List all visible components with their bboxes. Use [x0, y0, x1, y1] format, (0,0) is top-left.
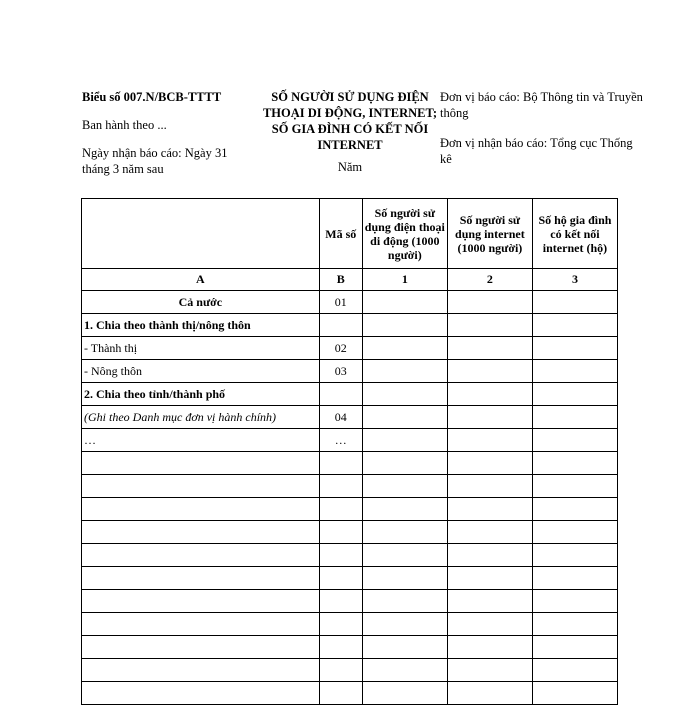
letter-a: A: [82, 269, 320, 291]
cell: [532, 291, 617, 314]
cell: [532, 406, 617, 429]
cell: [447, 544, 532, 567]
row-label: 2. Chia theo tỉnh/thành phố: [82, 383, 320, 406]
cell: [362, 636, 447, 659]
cell: [532, 590, 617, 613]
cell: [362, 590, 447, 613]
cell: [447, 636, 532, 659]
cell: [532, 337, 617, 360]
cell: [447, 567, 532, 590]
empty-row: [82, 567, 618, 590]
cell: [362, 360, 447, 383]
blank-rows: [82, 452, 618, 705]
header-col-a: [82, 199, 320, 269]
cell: [532, 452, 617, 475]
cell: [319, 659, 362, 682]
cell: [362, 544, 447, 567]
cell: [362, 613, 447, 636]
cell: [532, 521, 617, 544]
header-code: Mã số: [319, 199, 362, 269]
cell: [82, 452, 320, 475]
report-title: SỐ NGƯỜI SỬ DỤNG ĐIỆN THOẠI DI ĐỘNG, INTERNET; SỐ GIA ĐÌNH CÓ KẾT NỐI INTERNET: [262, 90, 438, 152]
row-label: …: [82, 429, 320, 452]
receive-date: Ngày nhận báo cáo: Ngày 31 tháng 3 năm sau: [82, 146, 228, 176]
reporting-unit: Đơn vị báo cáo: Bộ Thông tin và Truyền thông: [440, 90, 643, 120]
cell: [447, 406, 532, 429]
form-code: Biểu số 007.N/BCB-TTTT: [82, 90, 222, 104]
header-right: [440, 89, 645, 167]
header-row: [82, 199, 618, 269]
column-letters-row: [82, 269, 618, 291]
cell: [532, 613, 617, 636]
empty-row: [82, 452, 618, 475]
table-row: [82, 360, 618, 383]
cell: [319, 682, 362, 705]
empty-row: [82, 659, 618, 682]
row-label: (Ghi theo Danh mục đơn vị hành chính): [82, 406, 320, 429]
cell: [82, 682, 320, 705]
row-code: [319, 314, 362, 337]
cell: [447, 590, 532, 613]
cell: [362, 659, 447, 682]
empty-row: [82, 613, 618, 636]
row-code: 04: [319, 406, 362, 429]
header-center: [260, 89, 440, 175]
cell: [82, 521, 320, 544]
cell: [532, 659, 617, 682]
row-code: 03: [319, 360, 362, 383]
table-row: [82, 383, 618, 406]
row-code: [319, 383, 362, 406]
empty-row: [82, 475, 618, 498]
row-label: - Nông thôn: [82, 360, 320, 383]
cell: [362, 406, 447, 429]
cell: [532, 314, 617, 337]
cell: [362, 521, 447, 544]
cell: [447, 314, 532, 337]
empty-row: [82, 521, 618, 544]
empty-row: [82, 636, 618, 659]
cell: [319, 475, 362, 498]
cell: [362, 337, 447, 360]
cell: [447, 452, 532, 475]
cell: [82, 567, 320, 590]
cell: [532, 682, 617, 705]
letter-2: 2: [447, 269, 532, 291]
cell: [319, 636, 362, 659]
cell: [319, 498, 362, 521]
cell: [319, 613, 362, 636]
letter-3: 3: [532, 269, 617, 291]
empty-row: [82, 590, 618, 613]
table-row: [82, 429, 618, 452]
row-label: - Thành thị: [82, 337, 320, 360]
empty-row: [82, 544, 618, 567]
cell: [532, 383, 617, 406]
row-code: …: [319, 429, 362, 452]
cell: [447, 613, 532, 636]
report-table: [81, 198, 618, 705]
cell: [447, 337, 532, 360]
cell: [82, 590, 320, 613]
header-left: [82, 89, 257, 177]
cell: [319, 567, 362, 590]
row-label: Cả nước: [82, 291, 320, 314]
cell: [447, 475, 532, 498]
cell: [362, 314, 447, 337]
cell: [532, 360, 617, 383]
cell: [447, 521, 532, 544]
cell: [447, 498, 532, 521]
cell: [319, 521, 362, 544]
receiving-unit: Đơn vị nhận báo cáo: Tổng cục Thống kê: [440, 136, 633, 166]
table-row: [82, 406, 618, 429]
cell: [532, 544, 617, 567]
cell: [447, 291, 532, 314]
cell: [362, 452, 447, 475]
row-code: 01: [319, 291, 362, 314]
cell: [82, 498, 320, 521]
letter-b: B: [319, 269, 362, 291]
cell: [319, 590, 362, 613]
cell: [532, 636, 617, 659]
header-col-3: Số hộ gia đình có kết nối internet (hộ): [532, 199, 617, 269]
row-label: 1. Chia theo thành thị/nông thôn: [82, 314, 320, 337]
cell: [447, 429, 532, 452]
table-row: [82, 314, 618, 337]
cell: [82, 613, 320, 636]
cell: [319, 544, 362, 567]
cell: [447, 360, 532, 383]
cell: [532, 498, 617, 521]
row-code: 02: [319, 337, 362, 360]
empty-row: [82, 498, 618, 521]
cell: [362, 383, 447, 406]
cell: [362, 429, 447, 452]
cell: [447, 682, 532, 705]
cell: [447, 383, 532, 406]
letter-1: 1: [362, 269, 447, 291]
header-col-2: Số người sử dụng internet (1000 người): [447, 199, 532, 269]
cell: [82, 475, 320, 498]
header-col-1: Số người sử dụng điện thoại di động (1000 người): [362, 199, 447, 269]
cell: [532, 475, 617, 498]
cell: [319, 452, 362, 475]
cell: [362, 682, 447, 705]
empty-row: [82, 682, 618, 705]
cell: [82, 636, 320, 659]
cell: [362, 475, 447, 498]
cell: [82, 659, 320, 682]
cell: [532, 429, 617, 452]
table-row: [82, 337, 618, 360]
cell: [362, 291, 447, 314]
issued-by: Ban hành theo ...: [82, 118, 167, 132]
cell: [447, 659, 532, 682]
cell: [362, 498, 447, 521]
year-label: Năm: [337, 160, 363, 174]
cell: [532, 567, 617, 590]
table-row: [82, 291, 618, 314]
cell: [362, 567, 447, 590]
cell: [82, 544, 320, 567]
